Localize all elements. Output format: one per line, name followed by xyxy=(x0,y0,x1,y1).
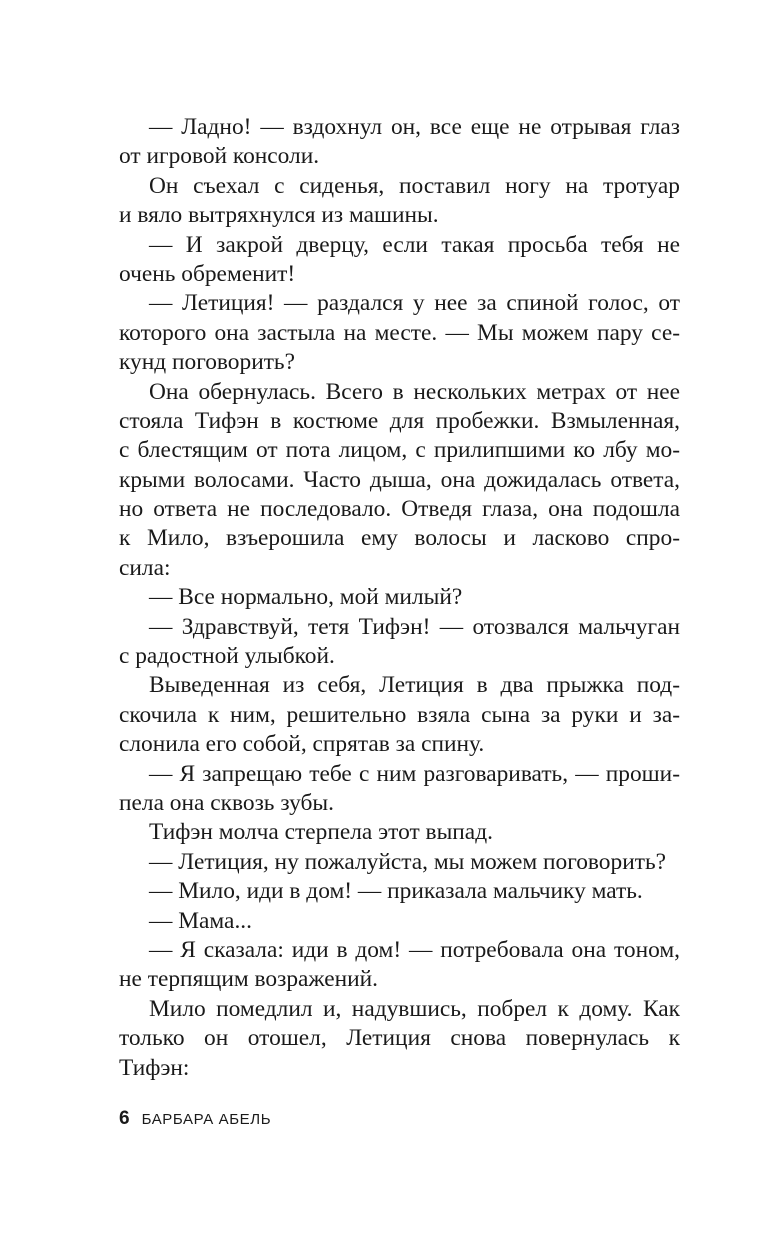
text-line: Выведенная из себя, Летиция в два прыжка под- xyxy=(149,672,680,699)
page-number: 6 xyxy=(119,1108,130,1129)
text-line: Он съехал с сиденья, поставил ногу на тротуар xyxy=(149,172,680,199)
text-line: — Мама... xyxy=(149,907,252,934)
text-line: только он отошел, Летиция снова повернулась к xyxy=(119,1025,680,1052)
text-line: которого она застыла на месте. — Мы можем пару се- xyxy=(119,319,680,346)
text-line: но ответа не последовало. Отведя глаза, она подошла xyxy=(119,496,680,523)
text-line: не терпящим возражений. xyxy=(119,966,379,993)
text-line: — Здравствуй, тетя Тифэн! — отозвался мальчуган xyxy=(149,613,680,640)
text-line: стояла Тифэн в костюме для пробежки. Взмыленная, xyxy=(119,407,680,434)
text-line: Мило помедлил и, надувшись, побрел к дому. Как xyxy=(149,995,680,1022)
text-line: Она обернулась. Всего в нескольких метрах от нее xyxy=(149,378,680,405)
body-text xyxy=(119,113,680,1083)
page-footer xyxy=(119,1107,271,1131)
text-line: скочила к ним, решительно взяла сына за руки и за- xyxy=(119,701,680,728)
text-line: пела она сквозь зубы. xyxy=(119,789,334,816)
text-line: крыми волосами. Часто дыша, она дожидалась ответа, xyxy=(119,466,680,493)
text-line: очень обременит! xyxy=(119,260,296,287)
text-line: — Мило, иди в дом! — приказала мальчику мать. xyxy=(149,878,643,905)
text-line: и вяло вытряхнулся из машины. xyxy=(119,202,439,229)
text-line: с блестящим от пота лицом, с прилипшими ко лбу мо- xyxy=(119,437,680,464)
text-line: — Летиция! — раздался у нее за спиной голос, от xyxy=(149,290,680,317)
text-line: Тифэн молча стерпела этот выпад. xyxy=(149,819,493,846)
text-line: Тифэн: xyxy=(119,1054,190,1081)
text-line: к Мило, взъерошила ему волосы и ласково спро- xyxy=(119,525,680,552)
text-line: — И закрой дверцу, если такая просьба тебя не xyxy=(149,231,680,258)
text-line: сила: xyxy=(119,554,171,581)
text-line: слонила его собой, спрятав за спину. xyxy=(119,731,485,758)
text-line: кунд поговорить? xyxy=(119,349,295,376)
text-line: с радостной улыбкой. xyxy=(119,643,335,670)
running-head-author: БАРБАРА АБЕЛЬ xyxy=(141,1110,272,1128)
text-line: — Летиция, ну пожалуйста, мы можем поговорить? xyxy=(149,848,666,875)
text-line: — Ладно! — вздохнул он, все еще не отрывая глаз xyxy=(149,114,680,140)
text-line: — Я запрещаю тебе с ним разговаривать, — проши- xyxy=(149,760,680,787)
text-line: — Я сказала: иди в дом! — потребовала она тоном, xyxy=(149,936,680,963)
text-line: — Все нормально, мой милый? xyxy=(149,584,463,611)
text-line: от игровой консоли. xyxy=(119,143,320,170)
